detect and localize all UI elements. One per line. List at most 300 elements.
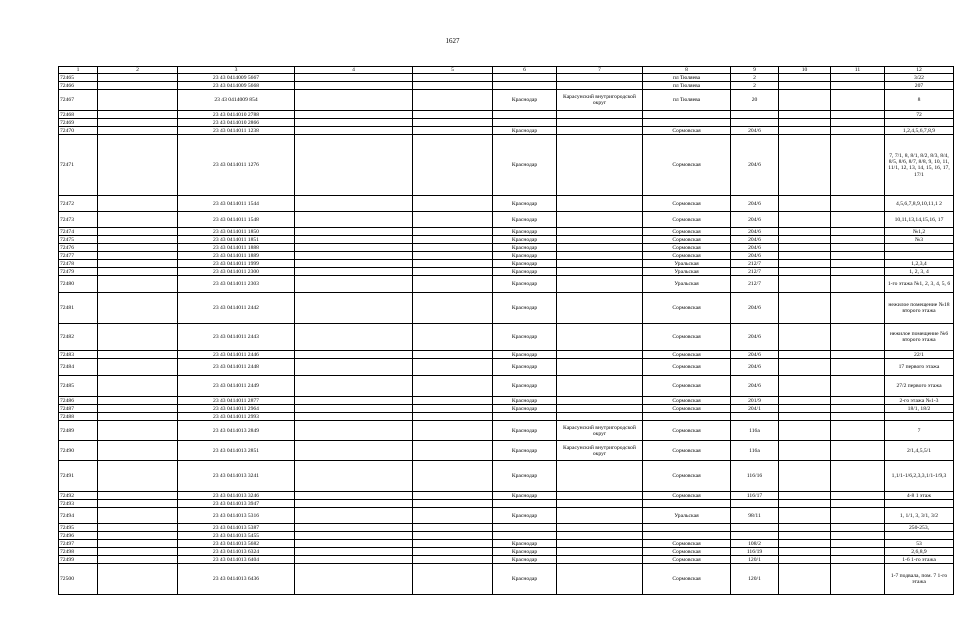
col-5-cell: [413, 564, 493, 595]
col-5-cell: [413, 74, 493, 82]
col-5-cell: [413, 532, 493, 540]
city-cell: Краснодар: [493, 268, 557, 276]
row-number-cell: 72481: [59, 293, 98, 324]
col-10-cell: [779, 135, 831, 196]
table-row: [59, 376, 954, 397]
city-cell: Краснодар: [493, 90, 557, 111]
col-10-cell: [779, 82, 831, 90]
col-4-cell: [295, 268, 413, 276]
house-number-cell: 204/6: [731, 127, 779, 135]
district-cell: Карасунский внутригородской округ: [557, 90, 643, 111]
table-row: [59, 397, 954, 405]
house-number-cell: [731, 524, 779, 532]
row-number-cell: 72485: [59, 376, 98, 397]
col-5-cell: [413, 376, 493, 397]
premises-cell: 1-6 1-го этажа: [885, 556, 954, 564]
city-cell: Краснодар: [493, 236, 557, 244]
cadastral-number-cell: 23 43 0414011 2442: [178, 293, 295, 324]
street-cell: Сормовская: [643, 548, 731, 556]
col-2-cell: [98, 324, 178, 351]
street-cell: Сормовская: [643, 127, 731, 135]
row-number-cell: 72491: [59, 461, 98, 492]
col-10-cell: [779, 397, 831, 405]
house-number-cell: 108/2: [731, 540, 779, 548]
row-number-cell: 72488: [59, 413, 98, 421]
cadastral-number-cell: 23 43 0414011 1888: [178, 244, 295, 252]
row-number-cell: 72468: [59, 111, 98, 119]
col-11-cell: [831, 260, 885, 268]
premises-cell: [885, 244, 954, 252]
col-10-cell: [779, 540, 831, 548]
col-2-cell: [98, 441, 178, 461]
col-5-cell: [413, 556, 493, 564]
table-row: [59, 500, 954, 508]
row-number-cell: 72482: [59, 324, 98, 351]
col-2-cell: [98, 540, 178, 548]
premises-cell: 17 первого этажа: [885, 359, 954, 376]
street-cell: Сормовская: [643, 461, 731, 492]
col-5-cell: [413, 119, 493, 127]
table-row: [59, 461, 954, 492]
col-4-cell: [295, 90, 413, 111]
column-header: 9: [731, 67, 779, 74]
cadastral-number-cell: 23 43 0414013 3241: [178, 461, 295, 492]
street-cell: пл Тюляева: [643, 90, 731, 111]
city-cell: Краснодар: [493, 376, 557, 397]
street-cell: Уральская: [643, 276, 731, 293]
col-5-cell: [413, 540, 493, 548]
col-4-cell: [295, 351, 413, 359]
district-cell: [557, 492, 643, 500]
premises-cell: 250-253,: [885, 524, 954, 532]
row-number-cell: 72496: [59, 532, 98, 540]
col-2-cell: [98, 82, 178, 90]
col-2-cell: [98, 293, 178, 324]
district-cell: [557, 508, 643, 524]
district-cell: [557, 376, 643, 397]
col-2-cell: [98, 252, 178, 260]
cadastral-number-cell: 23 43 0414011 1851: [178, 236, 295, 244]
col-11-cell: [831, 252, 885, 260]
col-11-cell: [831, 82, 885, 90]
street-cell: [643, 500, 731, 508]
premises-cell: №3: [885, 236, 954, 244]
col-4-cell: [295, 276, 413, 293]
col-2-cell: [98, 268, 178, 276]
premises-cell: 10,11,13,14,15,16, 17: [885, 212, 954, 228]
col-5-cell: [413, 548, 493, 556]
col-4-cell: [295, 135, 413, 196]
premises-cell: 18/1, 18/2: [885, 405, 954, 413]
col-5-cell: [413, 228, 493, 236]
house-number-cell: 204/6: [731, 236, 779, 244]
premises-cell: 1, 1/1, 3, 3/1, 3/2: [885, 508, 954, 524]
col-5-cell: [413, 196, 493, 212]
house-number-cell: 204/6: [731, 212, 779, 228]
col-5-cell: [413, 508, 493, 524]
col-10-cell: [779, 90, 831, 111]
col-5-cell: [413, 90, 493, 111]
col-5-cell: [413, 524, 493, 532]
col-10-cell: [779, 421, 831, 441]
district-cell: [557, 119, 643, 127]
city-cell: Краснодар: [493, 276, 557, 293]
col-10-cell: [779, 508, 831, 524]
col-10-cell: [779, 413, 831, 421]
cadastral-number-cell: 23 43 0414011 2449: [178, 376, 295, 397]
col-4-cell: [295, 260, 413, 268]
col-2-cell: [98, 397, 178, 405]
col-4-cell: [295, 252, 413, 260]
col-5-cell: [413, 359, 493, 376]
col-5-cell: [413, 236, 493, 244]
row-number-cell: 72487: [59, 405, 98, 413]
district-cell: [557, 351, 643, 359]
city-cell: Краснодар: [493, 244, 557, 252]
column-header: 11: [831, 67, 885, 74]
col-4-cell: [295, 500, 413, 508]
district-cell: [557, 556, 643, 564]
row-number-cell: 72467: [59, 90, 98, 111]
col-11-cell: [831, 268, 885, 276]
row-number-cell: 72479: [59, 268, 98, 276]
street-cell: Сормовская: [643, 212, 731, 228]
col-5-cell: [413, 111, 493, 119]
column-header: 7: [557, 67, 643, 74]
cadastral-number-cell: 23 43 0414013 2851: [178, 441, 295, 461]
col-2-cell: [98, 196, 178, 212]
col-2-cell: [98, 236, 178, 244]
premises-cell: 7, 7/1, 8, 8/1, 8/2, 8/3, 8/4, 8/5, 8/6, 8/7, 8/8, 9, 10, 11, 11/1, 12, 13, 14, 15, 16, 17, 17/1: [885, 135, 954, 196]
col-11-cell: [831, 236, 885, 244]
col-2-cell: [98, 405, 178, 413]
house-number-cell: 204/6: [731, 376, 779, 397]
col-10-cell: [779, 74, 831, 82]
col-5-cell: [413, 212, 493, 228]
col-5-cell: [413, 252, 493, 260]
city-cell: Краснодар: [493, 351, 557, 359]
house-number-cell: 2: [731, 82, 779, 90]
page-number: 1627: [445, 37, 460, 45]
column-header: 4: [295, 67, 413, 74]
col-4-cell: [295, 548, 413, 556]
col-2-cell: [98, 556, 178, 564]
col-4-cell: [295, 293, 413, 324]
premises-cell: 22/1: [885, 351, 954, 359]
street-cell: Сормовская: [643, 556, 731, 564]
street-cell: [643, 119, 731, 127]
table-row: [59, 260, 954, 268]
table-row: [59, 228, 954, 236]
col-2-cell: [98, 413, 178, 421]
premises-cell: 1-го этажа №1, 2, 3, 4, 5, 6: [885, 276, 954, 293]
house-number-cell: 98/11: [731, 508, 779, 524]
district-cell: [557, 397, 643, 405]
col-5-cell: [413, 441, 493, 461]
house-number-cell: [731, 413, 779, 421]
premises-cell: [885, 252, 954, 260]
row-number-cell: 72484: [59, 359, 98, 376]
table-row: [59, 119, 954, 127]
col-11-cell: [831, 413, 885, 421]
city-cell: Краснодар: [493, 196, 557, 212]
col-4-cell: [295, 359, 413, 376]
district-cell: [557, 324, 643, 351]
cadastral-number-cell: 23 43 0414013 3246: [178, 492, 295, 500]
district-cell: [557, 212, 643, 228]
col-11-cell: [831, 359, 885, 376]
row-number-cell: 72473: [59, 212, 98, 228]
col-4-cell: [295, 324, 413, 351]
col-2-cell: [98, 276, 178, 293]
premises-cell: 3/22: [885, 74, 954, 82]
house-number-cell: 204/6: [731, 252, 779, 260]
premises-cell: 2-го этажа №1-3: [885, 397, 954, 405]
house-number-cell: 204/6: [731, 359, 779, 376]
col-10-cell: [779, 351, 831, 359]
cadastral-number-cell: 23 43 0414011 1548: [178, 212, 295, 228]
table-row: [59, 276, 954, 293]
row-number-cell: 72472: [59, 196, 98, 212]
col-5-cell: [413, 268, 493, 276]
col-4-cell: [295, 228, 413, 236]
premises-cell: 2/1,4,5,5/1: [885, 441, 954, 461]
col-4-cell: [295, 111, 413, 119]
col-4-cell: [295, 413, 413, 421]
cadastral-number-cell: 23 43 0414013 6324: [178, 548, 295, 556]
row-number-cell: 72475: [59, 236, 98, 244]
house-number-cell: 204/6: [731, 324, 779, 351]
cadastral-number-cell: 23 43 0414011 2443: [178, 324, 295, 351]
column-header: 1: [59, 67, 98, 74]
premises-cell: 4,5,6,7,8,9,10,11,1 2: [885, 196, 954, 212]
district-cell: Карасунский внутригородской округ: [557, 441, 643, 461]
col-4-cell: [295, 532, 413, 540]
col-4-cell: [295, 508, 413, 524]
col-11-cell: [831, 244, 885, 252]
table-row: [59, 421, 954, 441]
col-2-cell: [98, 500, 178, 508]
city-cell: Краснодар: [493, 540, 557, 548]
cadastral-number-cell: 23 43 0414011 1544: [178, 196, 295, 212]
city-cell: [493, 82, 557, 90]
premises-cell: [885, 532, 954, 540]
house-number-cell: 204/6: [731, 228, 779, 236]
col-10-cell: [779, 524, 831, 532]
district-cell: [557, 524, 643, 532]
row-number-cell: 72486: [59, 397, 98, 405]
city-cell: [493, 500, 557, 508]
cadastral-number-cell: 23 43 0414011 1999: [178, 260, 295, 268]
district-cell: [557, 405, 643, 413]
street-cell: Сормовская: [643, 236, 731, 244]
street-cell: Уральская: [643, 268, 731, 276]
cadastral-number-cell: 23 43 0414011 2303: [178, 276, 295, 293]
house-number-cell: [731, 532, 779, 540]
street-cell: [643, 524, 731, 532]
column-header-row: [59, 67, 954, 74]
col-4-cell: [295, 212, 413, 228]
row-number-cell: 72490: [59, 441, 98, 461]
col-5-cell: [413, 244, 493, 252]
cadastral-number-cell: 23 43 0414011 1889: [178, 252, 295, 260]
col-10-cell: [779, 293, 831, 324]
column-header: 5: [413, 67, 493, 74]
street-cell: пл Тюляева: [643, 82, 731, 90]
col-2-cell: [98, 351, 178, 359]
premises-cell: 1,2,4,5,6,7,8,9: [885, 127, 954, 135]
table-row: [59, 268, 954, 276]
district-cell: [557, 111, 643, 119]
city-cell: Краснодар: [493, 260, 557, 268]
row-number-cell: 72492: [59, 492, 98, 500]
house-number-cell: 204/6: [731, 293, 779, 324]
col-5-cell: [413, 127, 493, 135]
register-table: [58, 66, 954, 595]
col-10-cell: [779, 236, 831, 244]
col-4-cell: [295, 564, 413, 595]
cadastral-number-cell: 23 43 0414011 1850: [178, 228, 295, 236]
city-cell: Краснодар: [493, 461, 557, 492]
col-11-cell: [831, 119, 885, 127]
col-4-cell: [295, 119, 413, 127]
col-5-cell: [413, 397, 493, 405]
col-5-cell: [413, 351, 493, 359]
city-cell: [493, 119, 557, 127]
col-11-cell: [831, 135, 885, 196]
district-cell: [557, 564, 643, 595]
col-4-cell: [295, 82, 413, 90]
table-row: [59, 293, 954, 324]
district-cell: [557, 196, 643, 212]
premises-cell: [885, 413, 954, 421]
street-cell: Сормовская: [643, 196, 731, 212]
premises-cell: [885, 119, 954, 127]
col-2-cell: [98, 532, 178, 540]
col-11-cell: [831, 351, 885, 359]
premises-cell: 1, 2, 3, 4: [885, 268, 954, 276]
cadastral-number-cell: 23 43 0414011 2993: [178, 413, 295, 421]
table-row: [59, 564, 954, 595]
col-2-cell: [98, 564, 178, 595]
col-10-cell: [779, 324, 831, 351]
table-row: [59, 351, 954, 359]
col-11-cell: [831, 74, 885, 82]
street-cell: Сормовская: [643, 540, 731, 548]
col-10-cell: [779, 359, 831, 376]
street-cell: пл Тюляева: [643, 74, 731, 82]
row-number-cell: 72466: [59, 82, 98, 90]
house-number-cell: 204/6: [731, 244, 779, 252]
district-cell: [557, 268, 643, 276]
col-11-cell: [831, 324, 885, 351]
col-2-cell: [98, 376, 178, 397]
city-cell: Краснодар: [493, 405, 557, 413]
col-2-cell: [98, 508, 178, 524]
col-2-cell: [98, 90, 178, 111]
district-cell: [557, 228, 643, 236]
col-5-cell: [413, 82, 493, 90]
cadastral-number-cell: 23 43 0414011 2446: [178, 351, 295, 359]
house-number-cell: 204/1: [731, 405, 779, 413]
premises-cell: нежилое помещение №6 второго этажа: [885, 324, 954, 351]
cadastral-number-cell: 23 43 0414010 2788: [178, 111, 295, 119]
premises-cell: [885, 500, 954, 508]
col-4-cell: [295, 461, 413, 492]
col-2-cell: [98, 135, 178, 196]
cadastral-number-cell: 23 43 0414013 5387: [178, 524, 295, 532]
premises-cell: 7: [885, 421, 954, 441]
city-cell: Краснодар: [493, 212, 557, 228]
col-11-cell: [831, 196, 885, 212]
district-cell: [557, 293, 643, 324]
premises-cell: №1,2: [885, 228, 954, 236]
city-cell: Краснодар: [493, 324, 557, 351]
row-number-cell: 72498: [59, 548, 98, 556]
city-cell: Краснодар: [493, 441, 557, 461]
col-5-cell: [413, 500, 493, 508]
street-cell: Сормовская: [643, 351, 731, 359]
street-cell: Сормовская: [643, 441, 731, 461]
col-5-cell: [413, 276, 493, 293]
district-cell: [557, 82, 643, 90]
column-header: 10: [779, 67, 831, 74]
street-cell: Сормовская: [643, 135, 731, 196]
house-number-cell: 212/7: [731, 276, 779, 293]
cadastral-number-cell: 23 43 0414013 5455: [178, 532, 295, 540]
table-row: [59, 441, 954, 461]
house-number-cell: [731, 500, 779, 508]
street-cell: [643, 111, 731, 119]
col-4-cell: [295, 244, 413, 252]
col-10-cell: [779, 556, 831, 564]
city-cell: Краснодар: [493, 492, 557, 500]
street-cell: Уральская: [643, 260, 731, 268]
row-number-cell: 72493: [59, 500, 98, 508]
table-row: [59, 508, 954, 524]
house-number-cell: 116/19: [731, 548, 779, 556]
row-number-cell: 72494: [59, 508, 98, 524]
col-11-cell: [831, 524, 885, 532]
street-cell: Сормовская: [643, 564, 731, 595]
city-cell: [493, 524, 557, 532]
col-5-cell: [413, 461, 493, 492]
house-number-cell: 2: [731, 74, 779, 82]
cadastral-number-cell: 23 43 0414013 5682: [178, 540, 295, 548]
street-cell: Уральская: [643, 508, 731, 524]
col-4-cell: [295, 127, 413, 135]
house-number-cell: 204/6: [731, 135, 779, 196]
col-2-cell: [98, 260, 178, 268]
table-row: [59, 82, 954, 90]
col-11-cell: [831, 212, 885, 228]
house-number-cell: [731, 111, 779, 119]
col-5-cell: [413, 413, 493, 421]
premises-cell: 27/2 первого этажа: [885, 376, 954, 397]
row-number-cell: 72470: [59, 127, 98, 135]
col-11-cell: [831, 492, 885, 500]
col-2-cell: [98, 359, 178, 376]
table-row: [59, 244, 954, 252]
premises-cell: 4-8 1 этаж: [885, 492, 954, 500]
column-header: 3: [178, 67, 295, 74]
col-5-cell: [413, 492, 493, 500]
house-number-cell: 201/9: [731, 397, 779, 405]
col-10-cell: [779, 111, 831, 119]
table-row: [59, 413, 954, 421]
city-cell: Краснодар: [493, 293, 557, 324]
row-number-cell: 72478: [59, 260, 98, 268]
